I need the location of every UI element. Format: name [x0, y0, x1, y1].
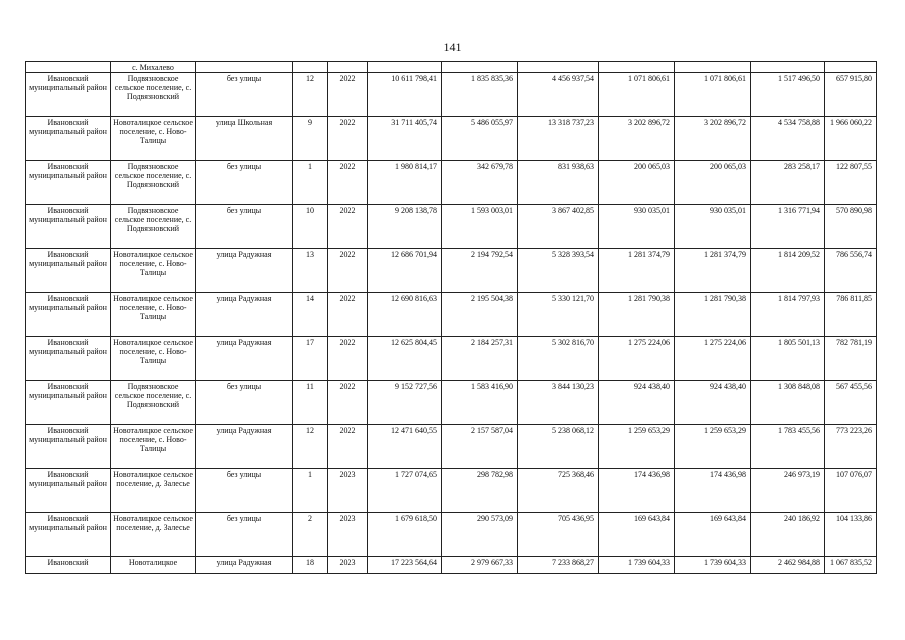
- house-number-cell: 1: [293, 469, 328, 513]
- data-table: [25, 61, 877, 574]
- amount-cell: 1 814 209,52: [751, 249, 825, 293]
- table-row: [26, 249, 877, 293]
- total-cost-cell: 12 686 701,94: [368, 249, 442, 293]
- amount-cell: 2 184 257,31: [442, 337, 518, 381]
- total-cost-cell: 9 152 727,56: [368, 381, 442, 425]
- table-row: [26, 161, 877, 205]
- total-cost-cell: 12 625 804,45: [368, 337, 442, 381]
- amount-cell: 1 275 224,06: [675, 337, 751, 381]
- total-cost-cell: 10 611 798,41: [368, 73, 442, 117]
- amount-cell: 2 195 504,38: [442, 293, 518, 337]
- house-number-cell: 11: [293, 381, 328, 425]
- street-cell: без улицы: [196, 381, 293, 425]
- district-cell: [26, 62, 111, 73]
- house-number-cell: 9: [293, 117, 328, 161]
- table-row: [26, 513, 877, 557]
- year-cell: 2023: [328, 469, 368, 513]
- amount-cell: 725 368,46: [518, 469, 599, 513]
- table-row: [26, 62, 877, 73]
- street-cell: улица Радужная: [196, 557, 293, 574]
- amount-cell: 924 438,40: [599, 381, 675, 425]
- amount-cell: 290 573,09: [442, 513, 518, 557]
- house-number-cell: 2: [293, 513, 328, 557]
- amount-cell: 1 814 797,93: [751, 293, 825, 337]
- house-number-cell: 12: [293, 425, 328, 469]
- amount-cell: 3 202 896,72: [599, 117, 675, 161]
- amount-cell: 122 807,55: [825, 161, 877, 205]
- amount-cell: 930 035,01: [599, 205, 675, 249]
- amount-cell: 104 133,86: [825, 513, 877, 557]
- amount-cell: 3 202 896,72: [675, 117, 751, 161]
- year-cell: 2022: [328, 425, 368, 469]
- table-row: [26, 293, 877, 337]
- house-number-cell: 17: [293, 337, 328, 381]
- year-cell: 2022: [328, 249, 368, 293]
- year-cell: 2022: [328, 205, 368, 249]
- locality-cell: Новоталицкое сельское поселение, д. Залесье: [111, 513, 196, 557]
- amount-cell: 2 194 792,54: [442, 249, 518, 293]
- amount-cell: 4 534 758,88: [751, 117, 825, 161]
- table-row: [26, 381, 877, 425]
- amount-cell: 2 157 587,04: [442, 425, 518, 469]
- amount-cell: 13 318 737,23: [518, 117, 599, 161]
- table-row: [26, 425, 877, 469]
- amount-cell: 1 071 806,61: [675, 73, 751, 117]
- amount-cell: 5 238 068,12: [518, 425, 599, 469]
- amount-cell: 200 065,03: [599, 161, 675, 205]
- amount-cell: 1 739 604,33: [675, 557, 751, 574]
- locality-cell: Новоталицкое сельское поселение, с. Ново-Талицы: [111, 249, 196, 293]
- table-row: [26, 337, 877, 381]
- district-cell: Ивановский муниципальный район: [26, 337, 111, 381]
- amount-cell: 246 973,19: [751, 469, 825, 513]
- house-number-cell: 13: [293, 249, 328, 293]
- amount-cell: 924 438,40: [675, 381, 751, 425]
- district-cell: Ивановский: [26, 557, 111, 574]
- street-cell: улица Школьная: [196, 117, 293, 161]
- street-cell: без улицы: [196, 161, 293, 205]
- district-cell: Ивановский муниципальный район: [26, 161, 111, 205]
- amount-cell: 4 456 937,54: [518, 73, 599, 117]
- house-number-cell: 1: [293, 161, 328, 205]
- amount-cell: 1 067 835,52: [825, 557, 877, 574]
- amount-cell: 831 938,63: [518, 161, 599, 205]
- locality-cell: Подвязновское сельское поселение, с. Подвязновский: [111, 73, 196, 117]
- district-cell: Ивановский муниципальный район: [26, 205, 111, 249]
- amount-cell: 1 281 790,38: [675, 293, 751, 337]
- amount-cell: 283 258,17: [751, 161, 825, 205]
- total-cost-cell: 1 679 618,50: [368, 513, 442, 557]
- district-cell: Ивановский муниципальный район: [26, 381, 111, 425]
- amount-cell: 657 915,80: [825, 73, 877, 117]
- locality-cell: Подвязновское сельское поселение, с. Подвязновский: [111, 381, 196, 425]
- total-cost-cell: 1 727 074,65: [368, 469, 442, 513]
- house-number-cell: 18: [293, 557, 328, 574]
- amount-cell: 169 643,84: [599, 513, 675, 557]
- district-cell: Ивановский муниципальный район: [26, 293, 111, 337]
- street-cell: без улицы: [196, 73, 293, 117]
- amount-cell: 570 890,98: [825, 205, 877, 249]
- amount-cell: 782 781,19: [825, 337, 877, 381]
- year-cell: 2022: [328, 73, 368, 117]
- amount-cell: 930 035,01: [675, 205, 751, 249]
- locality-cell: Новоталицкое сельское поселение, с. Ново-Талицы: [111, 337, 196, 381]
- amount-cell: 174 436,98: [675, 469, 751, 513]
- street-cell: улица Радужная: [196, 249, 293, 293]
- amount-cell: 200 065,03: [675, 161, 751, 205]
- total-cost-cell: 12 690 816,63: [368, 293, 442, 337]
- district-cell: Ивановский муниципальный район: [26, 117, 111, 161]
- amount-cell: 169 643,84: [675, 513, 751, 557]
- year-cell: 2022: [328, 381, 368, 425]
- year-cell: 2022: [328, 337, 368, 381]
- year-cell: 2022: [328, 117, 368, 161]
- amount-cell: 107 076,07: [825, 469, 877, 513]
- amount-cell: 786 811,85: [825, 293, 877, 337]
- table-row: [26, 117, 877, 161]
- amount-cell: 1 966 060,22: [825, 117, 877, 161]
- amount-cell: 174 436,98: [599, 469, 675, 513]
- amount-cell: 1 583 416,90: [442, 381, 518, 425]
- total-cost-cell: 1 980 814,17: [368, 161, 442, 205]
- amount-cell: 1 783 455,56: [751, 425, 825, 469]
- locality-cell: Новоталицкое сельское поселение, с. Ново-Талицы: [111, 117, 196, 161]
- amount-cell: 3 867 402,85: [518, 205, 599, 249]
- table-row: [26, 205, 877, 249]
- amount-cell: 1 517 496,50: [751, 73, 825, 117]
- locality-cell: Новоталицкое сельское поселение, с. Ново-Талицы: [111, 425, 196, 469]
- amount-cell: 298 782,98: [442, 469, 518, 513]
- total-cost-cell: 12 471 640,55: [368, 425, 442, 469]
- amount-cell: 240 186,92: [751, 513, 825, 557]
- street-cell: улица Радужная: [196, 425, 293, 469]
- locality-cell: Новоталицкое сельское поселение, д. Залесье: [111, 469, 196, 513]
- year-cell: 2023: [328, 557, 368, 574]
- amount-cell: 1 275 224,06: [599, 337, 675, 381]
- amount-cell: 1 739 604,33: [599, 557, 675, 574]
- table-row: [26, 73, 877, 117]
- table-row: [26, 557, 877, 574]
- locality-cell: Подвязновское сельское поселение, с. Подвязновский: [111, 161, 196, 205]
- amount-cell: 7 233 868,27: [518, 557, 599, 574]
- amount-cell: 1 071 806,61: [599, 73, 675, 117]
- district-cell: Ивановский муниципальный район: [26, 249, 111, 293]
- locality-cell: Новоталицкое: [111, 557, 196, 574]
- amount-cell: 3 844 130,23: [518, 381, 599, 425]
- amount-cell: 1 281 790,38: [599, 293, 675, 337]
- amount-cell: 1 316 771,94: [751, 205, 825, 249]
- amount-cell: 1 281 374,79: [599, 249, 675, 293]
- street-cell: без улицы: [196, 513, 293, 557]
- amount-cell: 1 281 374,79: [675, 249, 751, 293]
- table-row: [26, 469, 877, 513]
- total-cost-cell: 17 223 564,64: [368, 557, 442, 574]
- amount-cell: 342 679,78: [442, 161, 518, 205]
- amount-cell: 1 259 653,29: [675, 425, 751, 469]
- house-number-cell: 10: [293, 205, 328, 249]
- amount-cell: 705 436,95: [518, 513, 599, 557]
- amount-cell: 5 328 393,54: [518, 249, 599, 293]
- street-cell: улица Радужная: [196, 293, 293, 337]
- amount-cell: 5 486 055,97: [442, 117, 518, 161]
- locality-cell: с. Михалево: [111, 62, 196, 73]
- total-cost-cell: 31 711 405,74: [368, 117, 442, 161]
- amount-cell: 773 223,26: [825, 425, 877, 469]
- street-cell: без улицы: [196, 205, 293, 249]
- locality-cell: Подвязновское сельское поселение, с. Подвязновский: [111, 205, 196, 249]
- district-cell: Ивановский муниципальный район: [26, 73, 111, 117]
- amount-cell: 1 835 835,36: [442, 73, 518, 117]
- amount-cell: 786 556,74: [825, 249, 877, 293]
- house-number-cell: 12: [293, 73, 328, 117]
- amount-cell: 1 593 003,01: [442, 205, 518, 249]
- district-cell: Ивановский муниципальный район: [26, 469, 111, 513]
- year-cell: 2023: [328, 513, 368, 557]
- amount-cell: 2 462 984,88: [751, 557, 825, 574]
- district-cell: Ивановский муниципальный район: [26, 425, 111, 469]
- district-cell: Ивановский муниципальный район: [26, 513, 111, 557]
- locality-cell: Новоталицкое сельское поселение, с. Ново-Талицы: [111, 293, 196, 337]
- amount-cell: 5 302 816,70: [518, 337, 599, 381]
- house-number-cell: 14: [293, 293, 328, 337]
- amount-cell: 567 455,56: [825, 381, 877, 425]
- year-cell: 2022: [328, 161, 368, 205]
- page-number: 141: [443, 40, 462, 54]
- amount-cell: 1 308 848,08: [751, 381, 825, 425]
- amount-cell: 5 330 121,70: [518, 293, 599, 337]
- street-cell: улица Радужная: [196, 337, 293, 381]
- amount-cell: 1 805 501,13: [751, 337, 825, 381]
- amount-cell: 1 259 653,29: [599, 425, 675, 469]
- year-cell: 2022: [328, 293, 368, 337]
- street-cell: без улицы: [196, 469, 293, 513]
- amount-cell: 2 979 667,33: [442, 557, 518, 574]
- total-cost-cell: 9 208 138,78: [368, 205, 442, 249]
